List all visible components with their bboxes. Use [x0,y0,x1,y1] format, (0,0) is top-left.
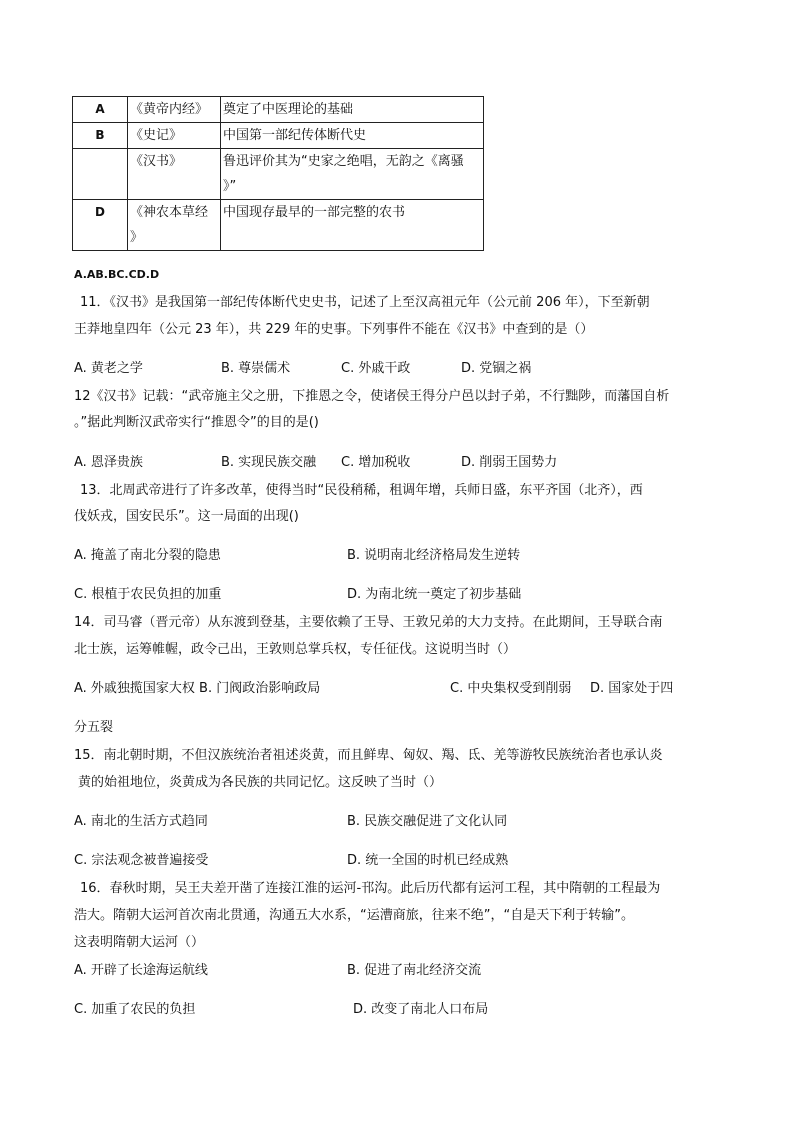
q12-stem-line: 。”据此判断汉武帝实行“推恩令”的目的是() [74,415,319,430]
q10-answer-choices: A.AB.BC.CD.D [74,268,160,281]
row-key: A [73,97,128,123]
q14-option-c: C. 中央集权受到削弱 [450,681,572,696]
row-desc-line: 中国第一部纪传体断代史 [223,128,367,143]
q16-option-a: A. 开辟了长途海运航线 [74,963,208,978]
q13-option-a: A. 掩盖了南北分裂的隐患 [74,548,221,563]
q15-stem-line: 15．南北朝时期，不但汉族统治者祖述炎黄，而且鲜卑、匈奴、羯、氐、羌等游牧民族统治者也承认炎 [74,748,663,763]
options-table [72,96,484,251]
q13-option-b: B. 说明南北经济格局发生逆转 [347,548,521,563]
q16-option-b: B. 促进了南北经济交流 [347,963,482,978]
q11-option-b: B. 尊崇儒术 [221,361,291,376]
table-row [73,123,484,149]
q16-stem-line: 这表明隋朝大运河（） [74,935,205,950]
q13-option-c: C. 根植于农民负担的加重 [74,587,222,602]
row-title [128,200,221,251]
q12-option-b: B. 实现民族交融 [221,455,317,470]
q14-stem-line: 14．司马睿（晋元帝）从东渡到登基，主要依赖了王导、王敦兄弟的大力支持。在此期间，王导联合南 [74,615,663,630]
q15-option-d: D. 统一全国的时机已经成熟 [347,853,509,868]
row-key [73,149,128,200]
row-desc [221,200,484,251]
q16-stem-line: 16．春秋时期，吴王夫差开凿了连接江淮的运河-邗沟。此后历代都有运河工程，其中隋朝的工程最为 [80,881,661,896]
q11-option-c: C. 外戚干政 [341,361,411,376]
row-desc [221,149,484,200]
row-desc-line: 》” [223,179,237,194]
q15-stem-line: 黄的始祖地位，炎黄成为各民族的共同记忆。这反映了当时（） [78,775,443,790]
q16-option-c: C. 加重了农民的负担 [74,1002,196,1017]
q12-option-a: A. 恩泽贵族 [74,455,143,470]
row-title-line: 《神农本草经 [130,205,209,220]
q15-option-a: A. 南北的生活方式趋同 [74,814,208,829]
q13-option-d: D. 为南北统一奠定了初步基础 [347,587,522,602]
row-key: D [73,200,128,251]
q14-option-ab: A. 外戚独揽国家大权 B. 门阀政治影响政局 [74,681,321,696]
row-title: 《史记》 [128,123,221,149]
q15-option-b: B. 民族交融促进了文化认同 [347,814,508,829]
q15-option-c: C. 宗法观念被普遍接受 [74,853,209,868]
row-desc [221,123,484,149]
q11-stem-line: 王莽地皇四年（公元 23 年），共 229 年的史事。下列事件不能在《汉书》中查到的是（） [74,322,594,337]
table-row [73,149,484,200]
row-title-line: 》 [130,230,144,245]
q12-stem-line: 12《汉书》记载：“武帝施主父之册，下推恩之令，使诸侯王得分户邑以封子弟，不行黜陟，而藩国自析 [74,389,670,404]
row-key: B [73,123,128,149]
table-row [73,200,484,251]
row-title: 《汉书》 [128,149,221,200]
q13-stem-line: 13．北周武帝进行了许多改革，使得当时“民役稍稀，租调年增，兵师日盛，东平齐国（北齐），西 [80,483,643,498]
q16-stem-line: 浩大。隋朝大运河首次南北贯通，沟通五大水系，“运漕商旅，往来不绝”，“自是天下利于转输”。 [74,908,634,923]
row-desc-line: 鲁迅评价其为“史家之绝唱，无韵之《离骚 [223,154,464,169]
q11-option-d: D. 党锢之祸 [461,361,532,376]
q13-stem-line: 伐妖戎，国安民乐”。这一局面的出现() [74,509,299,524]
q12-option-c: C. 增加税收 [341,455,411,470]
row-desc-line: 中国现存最早的一部完整的农书 [223,205,406,220]
row-desc [221,97,484,123]
q11-stem-line: 11．《汉书》是我国第一部纪传体断代史史书，记述了上至汉高祖元年（公元前 206 年），下至新朝 [80,295,650,310]
table-row [73,97,484,123]
q14-option-d: D. 国家处于四 [590,681,674,696]
q14-option-d-wrap: 分五裂 [74,720,114,735]
row-desc-line: 奠定了中医理论的基础 [223,102,354,117]
q14-stem-line: 北士族，运筹帷幄，政令己出，王敦则总掌兵权，专任征伐。这说明当时（） [74,642,517,657]
q12-option-d: D. 削弱王国势力 [461,455,558,470]
row-title: 《黄帝内经》 [128,97,221,123]
q16-option-d: D. 改变了南北人口布局 [353,1002,489,1017]
q11-option-a: A. 黄老之学 [74,361,143,376]
